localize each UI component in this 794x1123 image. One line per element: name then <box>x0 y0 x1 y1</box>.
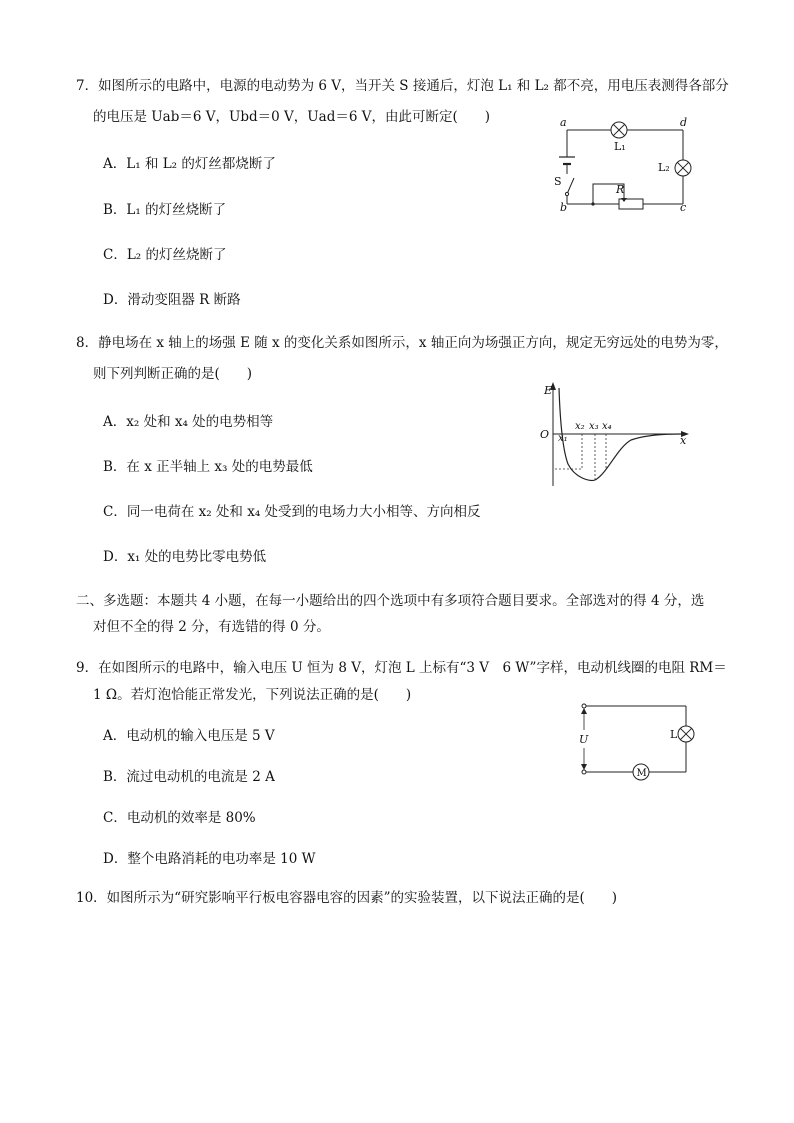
q9-option-a: A．电动机的输入电压是 5 V <box>103 728 275 744</box>
q7-option-c: C．L₂ 的灯丝烧断了 <box>103 247 227 263</box>
label-x3: x₃ <box>589 421 599 432</box>
label-x4: x₄ <box>602 421 612 432</box>
q8-option-b: B．在 x 正半轴上 x₃ 处的电势最低 <box>103 459 313 475</box>
label-x1: x₁ <box>558 433 568 444</box>
label-c: c <box>680 201 687 214</box>
q9-circuit-figure <box>570 698 700 784</box>
motor-m-icon <box>633 764 649 780</box>
label-l1: L₁ <box>614 140 626 153</box>
q9-option-b: B．流过电动机的电流是 2 A <box>103 769 275 785</box>
label-o: O <box>540 428 550 441</box>
section2-line1: 二、多选题：本题共 4 小题，在每一小题给出的四个选项中有多项符合题目要求。全部选对的得 4 分，选 <box>76 593 705 609</box>
label-b: b <box>560 201 568 214</box>
q7-option-d: D．滑动变阻器 R 断路 <box>103 292 241 308</box>
label-r: R <box>616 183 625 196</box>
q8-option-c: C．同一电荷在 x₂ 处和 x₄ 处受到的电场力大小相等、方向相反 <box>103 504 481 520</box>
label-a: a <box>560 116 567 129</box>
q7-option-a: A．L₁ 和 L₂ 的灯丝都烧断了 <box>103 156 276 172</box>
rheostat-r <box>619 199 643 209</box>
terminal-bottom <box>582 770 586 774</box>
label-u: U <box>579 733 589 746</box>
section2-line2: 对但不全的得 2 分，有选错的得 0 分。 <box>93 619 330 635</box>
terminal-top <box>582 704 586 708</box>
q7-option-b: B．L₁ 的灯丝烧断了 <box>103 202 227 218</box>
q7-stem-line1: 7．如图所示的电路中，电源的电动势为 6 V，当开关 S 接通后，灯泡 L₁ 和 L₂ 都不亮，用电压表测得各部分 <box>76 78 729 94</box>
label-e: E <box>544 384 553 397</box>
label-l2: L₂ <box>658 161 670 174</box>
label-m: M <box>636 768 647 779</box>
q8-option-d: D．x₁ 处的电势比零电势低 <box>103 549 267 565</box>
label-x2: x₂ <box>575 421 585 432</box>
q8-stem-line1: 8．静电场在 x 轴上的场强 E 随 x 的变化关系如图所示，x 轴正向为场强正方向，规定无穷远处的电势为零， <box>76 335 728 351</box>
q8-e-x-graph <box>535 378 695 488</box>
q9-option-c: C．电动机的效率是 80% <box>103 810 256 826</box>
label-s: S <box>554 175 562 188</box>
q10-stem-line1: 10．如图所示为“研究影响平行板电容器电容的因素”的实验装置，以下说法正确的是( ) <box>76 890 618 906</box>
q9-stem-line2: 1 Ω。若灯泡恰能正常发光，下列说法正确的是( ) <box>93 687 412 703</box>
q7-stem-line2: 的电压是 Uab＝6 V，Ubd＝0 V，Uad＝6 V，由此可断定( ) <box>93 109 491 125</box>
label-l: L <box>670 728 678 741</box>
q9-stem-line1: 9．在如图所示的电路中，输入电压 U 恒为 8 V，灯泡 L 上标有“3 V 6 W”字样，电动机线圈的电阻 RM＝ <box>76 660 727 676</box>
label-x: x <box>680 434 687 447</box>
q8-option-a: A．x₂ 处和 x₄ 处的电势相等 <box>103 414 274 430</box>
q9-option-d: D．整个电路消耗的电功率是 10 W <box>103 851 316 867</box>
q7-circuit-figure <box>550 112 700 216</box>
lamp-l1-icon <box>611 122 627 138</box>
q8-stem-line2: 则下列判断正确的是( ) <box>93 366 253 382</box>
lamp-l2-icon <box>675 160 691 176</box>
lamp-l-icon <box>678 726 694 742</box>
switch-blade <box>567 178 574 194</box>
label-d: d <box>680 116 688 129</box>
